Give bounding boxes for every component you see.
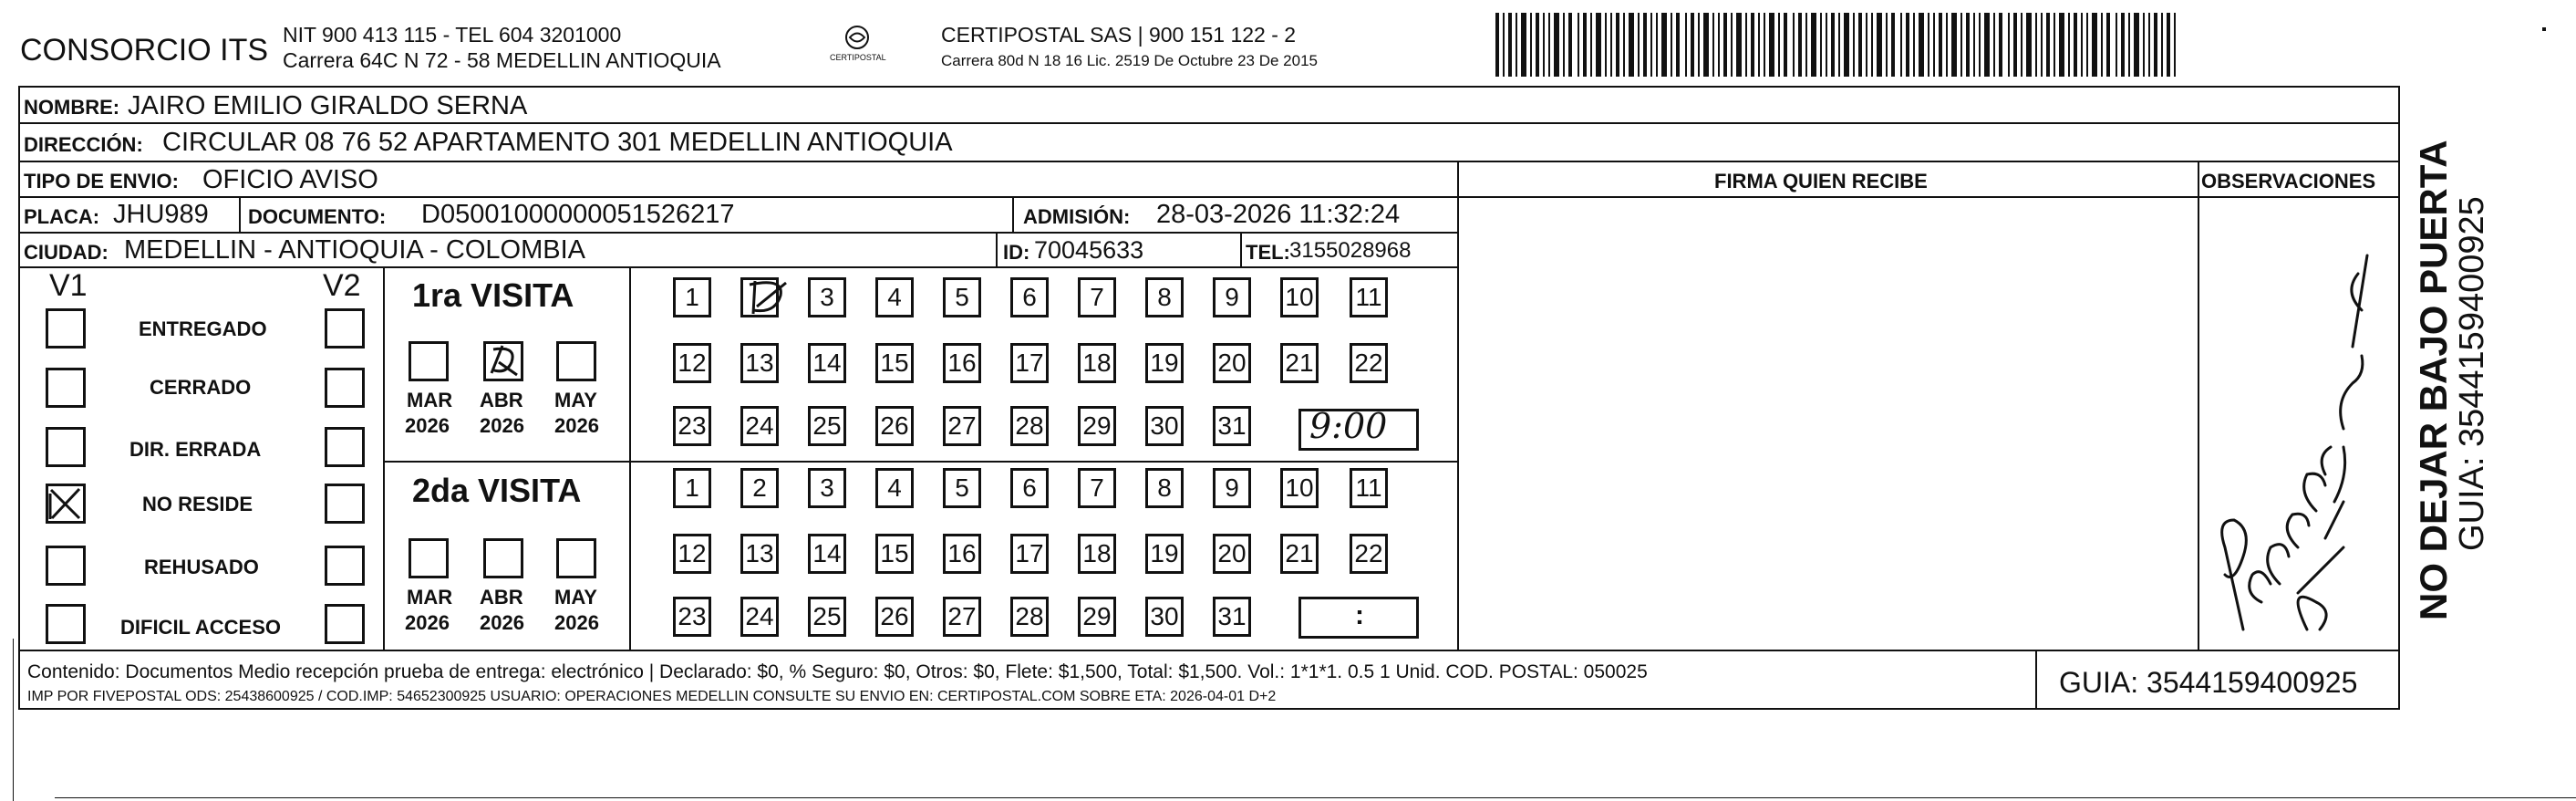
visit2-day-box[interactable]: 18 bbox=[1078, 534, 1116, 574]
visit2-day-box[interactable]: 15 bbox=[875, 534, 914, 574]
v1-checkbox-dificil-acceso[interactable] bbox=[46, 604, 86, 644]
visit1-day-box[interactable]: 26 bbox=[875, 406, 914, 446]
visit1-day-box[interactable]: 12 bbox=[673, 343, 711, 383]
visit1-day-box[interactable]: 24 bbox=[740, 406, 779, 446]
plate-label: PLACA: bbox=[24, 205, 100, 228]
visit1-month-mar[interactable] bbox=[409, 341, 449, 381]
year-label: 2026 bbox=[480, 414, 524, 437]
visit1-day-box[interactable]: 31 bbox=[1213, 406, 1251, 446]
visit1-day-box[interactable]: 19 bbox=[1145, 343, 1184, 383]
visit2-day-box[interactable]: 4 bbox=[875, 468, 914, 508]
visit2-day-box[interactable]: 12 bbox=[673, 534, 711, 574]
admission-value: 28-03-2026 11:32:24 bbox=[1156, 200, 1401, 229]
visit2-day-box[interactable]: 19 bbox=[1145, 534, 1184, 574]
visit2-day-box[interactable]: 5 bbox=[943, 468, 981, 508]
city-value: MEDELLIN - ANTIOQUIA - COLOMBIA bbox=[124, 235, 585, 265]
divider bbox=[383, 461, 1457, 463]
visit1-day-box[interactable]: 6 bbox=[1010, 277, 1049, 317]
visit1-day-box[interactable]: 16 bbox=[943, 343, 981, 383]
status-option: DIFICIL ACCESO bbox=[120, 616, 282, 639]
visit2-day-box[interactable]: 2 bbox=[740, 468, 779, 508]
recipient-name: JAIRO EMILIO GIRALDO SERNA bbox=[128, 91, 528, 120]
visit1-day-box[interactable]: 23 bbox=[673, 406, 711, 446]
company-address: Carrera 64C N 72 - 58 MEDELLIN ANTIOQUIA bbox=[283, 48, 721, 72]
status-option: NO RESIDE bbox=[142, 493, 253, 515]
visit1-day-box[interactable]: 5 bbox=[943, 277, 981, 317]
visit2-month-may[interactable] bbox=[556, 538, 596, 578]
handwritten-day-check-icon bbox=[744, 274, 791, 321]
courier-address: Carrera 80d N 18 16 Lic. 2519 De Octubre 23 De 2015 bbox=[941, 52, 1318, 69]
visit2-day-box[interactable]: 31 bbox=[1213, 597, 1251, 637]
visit1-day-box[interactable]: 4 bbox=[875, 277, 914, 317]
visit2-day-box[interactable]: 9 bbox=[1213, 468, 1251, 508]
visit1-day-box[interactable]: 20 bbox=[1213, 343, 1251, 383]
visit2-day-box[interactable]: 20 bbox=[1213, 534, 1251, 574]
company-name: CONSORCIO ITS bbox=[20, 33, 269, 68]
visit1-day-box[interactable]: 9 bbox=[1213, 277, 1251, 317]
visit2-month-mar[interactable] bbox=[409, 538, 449, 578]
visit2-day-box[interactable]: 7 bbox=[1078, 468, 1116, 508]
v1-checkbox-no-reside[interactable] bbox=[46, 484, 86, 524]
visit2-day-box[interactable]: 14 bbox=[808, 534, 846, 574]
v1-checkbox-dir-errada[interactable] bbox=[46, 427, 86, 467]
v2-checkbox-cerrado[interactable] bbox=[325, 368, 365, 408]
year-label: 2026 bbox=[405, 611, 450, 634]
divider bbox=[18, 266, 1457, 268]
visit2-day-box[interactable]: 3 bbox=[808, 468, 846, 508]
visit2-day-box[interactable]: 8 bbox=[1145, 468, 1184, 508]
visit1-day-box[interactable]: 28 bbox=[1010, 406, 1049, 446]
visit1-day-box[interactable]: 25 bbox=[808, 406, 846, 446]
month-label: MAY bbox=[554, 586, 597, 609]
visit1-day-box[interactable]: 27 bbox=[943, 406, 981, 446]
month-label: ABR bbox=[480, 389, 523, 411]
year-label: 2026 bbox=[405, 414, 450, 437]
id-value: 70045633 bbox=[1034, 236, 1144, 264]
visit2-day-box[interactable]: 1 bbox=[673, 468, 711, 508]
visit2-day-box[interactable]: 10 bbox=[1280, 468, 1319, 508]
courier-line: CERTIPOSTAL SAS | 900 151 122 - 2 bbox=[941, 23, 1297, 47]
certipostal-logo bbox=[830, 24, 885, 69]
visit1-day-box[interactable]: 14 bbox=[808, 343, 846, 383]
visit2-day-box[interactable]: 21 bbox=[1280, 534, 1319, 574]
visit2-day-box[interactable]: 17 bbox=[1010, 534, 1049, 574]
recipient-address: CIRCULAR 08 76 52 APARTAMENTO 301 MEDELLIN ANTIOQUIA bbox=[162, 128, 953, 157]
side-warning: NO DEJAR BAJO PUERTA bbox=[2412, 140, 2455, 620]
divider bbox=[239, 196, 241, 232]
visit1-day-box[interactable]: 22 bbox=[1350, 343, 1388, 383]
observations-header: OBSERVACIONES bbox=[2201, 170, 2376, 192]
visit2-time: : bbox=[1355, 600, 1364, 630]
plate-value: JHU989 bbox=[113, 200, 209, 229]
status-option: DIR. ERRADA bbox=[129, 438, 262, 461]
divider bbox=[2198, 161, 2199, 650]
visit2-title: 2da VISITA bbox=[412, 472, 582, 509]
divider bbox=[1240, 232, 1242, 266]
visit1-day-box[interactable]: 3 bbox=[808, 277, 846, 317]
document-value: D05001000000051526217 bbox=[421, 200, 735, 229]
divider bbox=[1457, 161, 1459, 650]
handwritten-check-icon bbox=[486, 344, 521, 379]
v2-checkbox-no-reside[interactable] bbox=[325, 484, 365, 524]
divider bbox=[629, 266, 631, 650]
visit1-day-box[interactable]: 17 bbox=[1010, 343, 1049, 383]
v1-checkbox-entregado[interactable] bbox=[46, 308, 86, 348]
visit1-day-box[interactable]: 30 bbox=[1145, 406, 1184, 446]
visit2-day-box[interactable]: 29 bbox=[1078, 597, 1116, 637]
visit1-day-box[interactable]: 21 bbox=[1280, 343, 1319, 383]
page-edge bbox=[13, 639, 14, 801]
id-label: ID: bbox=[1003, 241, 1030, 264]
visit2-day-box[interactable]: 11 bbox=[1350, 468, 1388, 508]
month-label: MAR bbox=[407, 389, 453, 411]
document-label: DOCUMENTO: bbox=[248, 205, 387, 228]
admission-label: ADMISIÓN: bbox=[1023, 205, 1131, 228]
v2-checkbox-dificil-acceso[interactable] bbox=[325, 604, 365, 644]
logo-text: CERTIPOSTAL bbox=[830, 53, 886, 62]
visit2-day-box[interactable]: 6 bbox=[1010, 468, 1049, 508]
v2-checkbox-dir-errada[interactable] bbox=[325, 427, 365, 467]
type-label: TIPO DE ENVIO: bbox=[24, 170, 179, 192]
month-label: MAY bbox=[554, 389, 597, 411]
divider bbox=[18, 122, 2400, 124]
v1-checkbox-cerrado[interactable] bbox=[46, 368, 86, 408]
visit2-month-abr[interactable] bbox=[483, 538, 523, 578]
visit2-day-box[interactable]: 22 bbox=[1350, 534, 1388, 574]
visit2-day-box[interactable]: 27 bbox=[943, 597, 981, 637]
visit2-day-box[interactable]: 16 bbox=[943, 534, 981, 574]
visit2-day-box[interactable]: 26 bbox=[875, 597, 914, 637]
visit1-day-box[interactable]: 7 bbox=[1078, 277, 1116, 317]
handwritten-observation bbox=[2207, 201, 2380, 639]
visit2-day-box[interactable]: 13 bbox=[740, 534, 779, 574]
handwritten-check-icon bbox=[48, 486, 83, 521]
divider bbox=[18, 650, 2400, 651]
divider bbox=[18, 161, 2400, 162]
visit1-title: 1ra VISITA bbox=[412, 276, 574, 314]
month-label: MAR bbox=[407, 586, 453, 609]
footer-guia: GUIA: 3544159400925 bbox=[2059, 666, 2358, 699]
month-label: ABR bbox=[480, 586, 523, 609]
shipment-type: OFICIO AVISO bbox=[202, 165, 378, 194]
dot-mark bbox=[2542, 27, 2546, 31]
visit1-month-may[interactable] bbox=[556, 341, 596, 381]
name-label: NOMBRE: bbox=[24, 96, 120, 119]
visit2-day-box[interactable]: 24 bbox=[740, 597, 779, 637]
city-label: CIUDAD: bbox=[24, 241, 109, 264]
company-nit: NIT 900 413 115 - TEL 604 3201000 bbox=[283, 23, 622, 47]
barcode bbox=[1495, 13, 2179, 77]
visit1-day-box[interactable]: 13 bbox=[740, 343, 779, 383]
status-option: ENTREGADO bbox=[139, 317, 267, 340]
visit1-day-box[interactable]: 8 bbox=[1145, 277, 1184, 317]
visit1-day-box[interactable]: 11 bbox=[1350, 277, 1388, 317]
signature-header: FIRMA QUIEN RECIBE bbox=[1714, 170, 1928, 192]
visit1-day-box[interactable]: 10 bbox=[1280, 277, 1319, 317]
v1-header: V1 bbox=[49, 268, 88, 303]
visit1-month-abr[interactable] bbox=[483, 341, 523, 381]
year-label: 2026 bbox=[480, 611, 524, 634]
v2-checkbox-rehusado[interactable] bbox=[325, 546, 365, 586]
v2-checkbox-entregado[interactable] bbox=[325, 308, 365, 348]
visit1-day-box[interactable]: 18 bbox=[1078, 343, 1116, 383]
visit2-day-box[interactable]: 28 bbox=[1010, 597, 1049, 637]
visit2-day-box[interactable]: 30 bbox=[1145, 597, 1184, 637]
status-option: REHUSADO bbox=[144, 556, 259, 578]
page-edge bbox=[55, 797, 2576, 798]
logo-icon bbox=[830, 24, 885, 69]
year-label: 2026 bbox=[554, 611, 599, 634]
v1-checkbox-rehusado[interactable] bbox=[46, 546, 86, 586]
address-label: DIRECCIÓN: bbox=[24, 133, 143, 156]
visit1-day-box[interactable]: 1 bbox=[673, 277, 711, 317]
tel-value: 3155028968 bbox=[1289, 238, 1412, 263]
visit2-day-box[interactable]: 23 bbox=[673, 597, 711, 637]
tel-label: TEL: bbox=[1246, 241, 1290, 264]
visit2-day-box[interactable]: 25 bbox=[808, 597, 846, 637]
year-label: 2026 bbox=[554, 414, 599, 437]
visit1-time: 9:00 bbox=[1309, 406, 1388, 446]
divider bbox=[996, 232, 998, 266]
content-line: Contenido: Documentos Medio recepción prueba de entrega: electrónico | Declarado: $0, % Seguro: $0, Otros: $0, Flete: $1,500, Total: $1,500. Vol.: 1*1*1. 0.5 1 Unid. COD. POSTAL: 050025 bbox=[27, 661, 1648, 682]
v2-header: V2 bbox=[323, 268, 361, 303]
divider bbox=[383, 266, 385, 650]
divider bbox=[18, 196, 2400, 198]
side-guia: GUIA: 3544159400925 bbox=[2453, 196, 2491, 551]
visit1-day-box[interactable]: 15 bbox=[875, 343, 914, 383]
divider bbox=[1012, 196, 1014, 232]
imp-line: IMP POR FIVEPOSTAL ODS: 25438600925 / COD.IMP: 54652300925 USUARIO: OPERACIONES MEDELLIN CONSULTE SU ENVIO EN: CERTIPOSTAL.COM SOBRE ETA: 2026-04-01 D+2 bbox=[27, 689, 1277, 704]
status-option: CERRADO bbox=[150, 376, 252, 399]
divider bbox=[2035, 650, 2037, 710]
visit1-day-box[interactable]: 29 bbox=[1078, 406, 1116, 446]
